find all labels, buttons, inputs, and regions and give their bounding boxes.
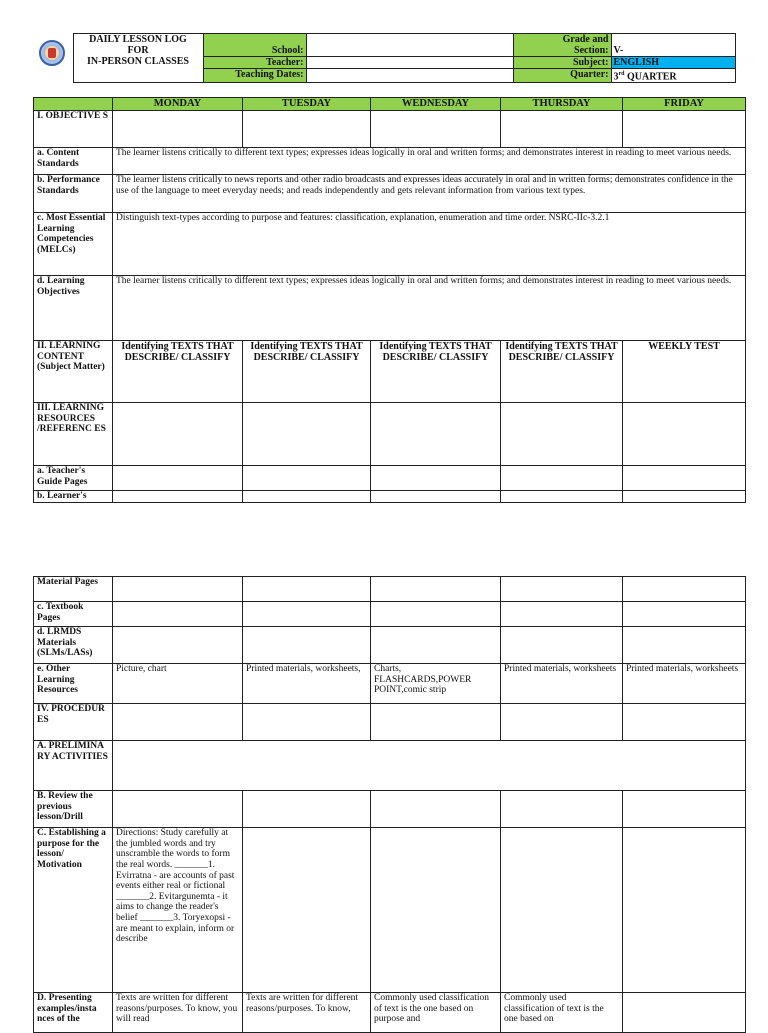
learning-content-thursday: Identifying TEXTS THAT DESCRIBE/ CLASSIFY [501, 341, 623, 403]
learning-content-tuesday: Identifying TEXTS THAT DESCRIBE/ CLASSIFY [243, 341, 371, 403]
learning-content-friday: WEEKLY TEST [623, 341, 746, 403]
day-wednesday: WEDNESDAY [371, 98, 501, 111]
establishing-purpose-text: Directions: Study carefully at the jumbled words and try unscramble the words to form the real words. _______1. Evirratna - are accounts of past events either real or fictional _______2. Evitargunemta - it aims to change the reader's belief _______3. Toryexopsi - are meant to explain, inform or describe [113, 828, 243, 993]
day-friday: FRIDAY [623, 98, 746, 111]
cell[interactable] [243, 111, 371, 148]
logo-cell [33, 34, 73, 83]
grade-section-label: Grade and Section: [513, 34, 611, 57]
header-table [33, 33, 736, 83]
cell[interactable] [371, 491, 501, 503]
row-preliminary: A. PRELIMINA RY ACTIVITIES [34, 741, 113, 791]
learning-objectives-text: The learner listens critically to different text types; expresses ideas logically in oral and written forms; and demonstrates interest in reading to meet various needs. [113, 276, 746, 341]
cell[interactable] [113, 704, 243, 741]
corner-cell [34, 98, 113, 111]
cell[interactable] [113, 791, 243, 828]
cell[interactable] [623, 828, 746, 993]
cell[interactable] [371, 403, 501, 466]
row-melcs: c. Most Essential Learning Competencies (MELCs) [34, 213, 113, 276]
other-resources-tuesday: Printed materials, worksheets, [243, 664, 371, 704]
cell[interactable] [501, 704, 623, 741]
cell[interactable] [113, 466, 243, 491]
cell[interactable] [371, 791, 501, 828]
lesson-log-table-page1 [33, 97, 746, 503]
row-learners-material-pages: Material Pages [34, 577, 113, 602]
cell[interactable] [501, 602, 623, 627]
presenting-thursday: Commonly used classification of text is the one based on [501, 993, 623, 1033]
title-line-3: IN-PERSON CLASSES [87, 56, 189, 67]
cell[interactable] [243, 466, 371, 491]
row-content-standards: a. Content Standards [34, 148, 113, 175]
cell[interactable] [113, 491, 243, 503]
cell[interactable] [623, 577, 746, 602]
row-other-resources: e. Other Learning Resources [34, 664, 113, 704]
row-learning-objectives: d. Learning Objectives [34, 276, 113, 341]
cell[interactable] [623, 403, 746, 466]
lesson-log-table-page2 [33, 576, 746, 1033]
row-objectives: I. OBJECTIVE S [34, 111, 113, 148]
cell[interactable] [243, 791, 371, 828]
presenting-wednesday: Commonly used classification of text is the one based on purpose and [371, 993, 501, 1033]
day-thursday: THURSDAY [501, 98, 623, 111]
cell[interactable] [501, 577, 623, 602]
presenting-friday [623, 993, 746, 1033]
cell[interactable] [113, 111, 243, 148]
row-textbook: c. Textbook Pages [34, 602, 113, 627]
other-resources-monday: Picture, chart [113, 664, 243, 704]
cell[interactable] [113, 577, 243, 602]
cell[interactable] [243, 403, 371, 466]
row-procedures: IV. PROCEDUR ES [34, 704, 113, 741]
other-resources-friday: Printed materials, worksheets [623, 664, 746, 704]
row-learning-resources: III. LEARNING RESOURCES /REFERENC ES [34, 403, 113, 466]
cell[interactable] [501, 791, 623, 828]
cell[interactable] [371, 577, 501, 602]
learning-content-wednesday: Identifying TEXTS THAT DESCRIBE/ CLASSIFY [371, 341, 501, 403]
other-resources-thursday: Printed materials, worksheets [501, 664, 623, 704]
cell[interactable] [371, 111, 501, 148]
row-learners-material: b. Learner's [34, 491, 113, 503]
cell[interactable] [623, 627, 746, 664]
cell[interactable] [243, 704, 371, 741]
cell[interactable] [623, 491, 746, 503]
cell[interactable] [371, 466, 501, 491]
cell[interactable] [501, 627, 623, 664]
cell[interactable] [501, 403, 623, 466]
teaching-dates-label: Teaching Dates: [203, 69, 306, 83]
cell[interactable] [501, 111, 623, 148]
cell[interactable] [623, 704, 746, 741]
cell[interactable] [243, 828, 371, 993]
cell[interactable] [243, 602, 371, 627]
cell[interactable] [371, 627, 501, 664]
cell[interactable] [623, 466, 746, 491]
row-performance-standards: b. Performance Standards [34, 175, 113, 213]
quarter-value[interactable]: 3rd QUARTER [611, 69, 735, 83]
row-teachers-guide: a. Teacher's Guide Pages [34, 466, 113, 491]
day-tuesday: TUESDAY [243, 98, 371, 111]
title-line-1: DAILY LESSON LOG [89, 34, 187, 45]
cell[interactable] [113, 602, 243, 627]
cell[interactable] [623, 602, 746, 627]
cell[interactable] [371, 602, 501, 627]
row-learning-content: II. LEARNING CONTENT (Subject Matter) [34, 341, 113, 403]
cell[interactable] [113, 627, 243, 664]
row-lrmds: d. LRMDS Materials (SLMs/LASs) [34, 627, 113, 664]
cell[interactable] [371, 704, 501, 741]
teaching-dates-value[interactable] [306, 69, 513, 83]
cell[interactable] [113, 403, 243, 466]
row-presenting-examples: D. Presenting examples/insta nces of the [34, 993, 113, 1033]
cell[interactable] [623, 111, 746, 148]
cell[interactable] [243, 577, 371, 602]
cell[interactable] [371, 828, 501, 993]
performance-standards-text: The learner listens critically to news reports and other radio broadcasts and expresses ideas accurately in oral and in written forms; demonstrates confidence in the use of the language to meet everyday needs; and reads independently and gets relevant information from various text types. [113, 175, 746, 213]
cell[interactable] [501, 466, 623, 491]
title-line-2: FOR [127, 45, 149, 56]
cell[interactable] [501, 828, 623, 993]
other-resources-wednesday: Charts, FLASHCARDS,POWER POINT,comic strip [371, 664, 501, 704]
cell[interactable] [243, 491, 371, 503]
teacher-value[interactable] [306, 57, 513, 69]
preliminary-cell[interactable] [113, 741, 746, 791]
row-establishing-purpose: C. Establishing a purpose for the lesson/ Motivation [34, 828, 113, 993]
teacher-label: Teacher: [203, 57, 306, 69]
log-title [73, 34, 203, 83]
presenting-tuesday: Texts are written for different reasons/purposes. To know, [243, 993, 371, 1033]
school-value[interactable] [306, 34, 513, 57]
row-review: B. Review the previous lesson/Drill [34, 791, 113, 828]
grade-section-value[interactable]: V- [611, 34, 735, 57]
cell[interactable] [501, 491, 623, 503]
subject-label: Subject: [513, 57, 611, 69]
quarter-label: Quarter: [513, 69, 611, 83]
school-label: School: [203, 34, 306, 57]
content-standards-text: The learner listens critically to different text types; expresses ideas logically in oral and written forms; and demonstrates interest in reading to meet various needs. [113, 148, 746, 175]
day-monday: MONDAY [113, 98, 243, 111]
presenting-monday: Texts are written for different reasons/purposes. To know, you will read [113, 993, 243, 1033]
cell[interactable] [243, 627, 371, 664]
learning-content-monday: Identifying TEXTS THAT DESCRIBE/ CLASSIFY [113, 341, 243, 403]
subject-value[interactable]: ENGLISH [611, 57, 735, 69]
melcs-text: Distinguish text-types according to purpose and features: classification, explanation, enumeration and time order. NSRC-IIc-3.2.1 [113, 213, 746, 276]
cell[interactable] [623, 791, 746, 828]
